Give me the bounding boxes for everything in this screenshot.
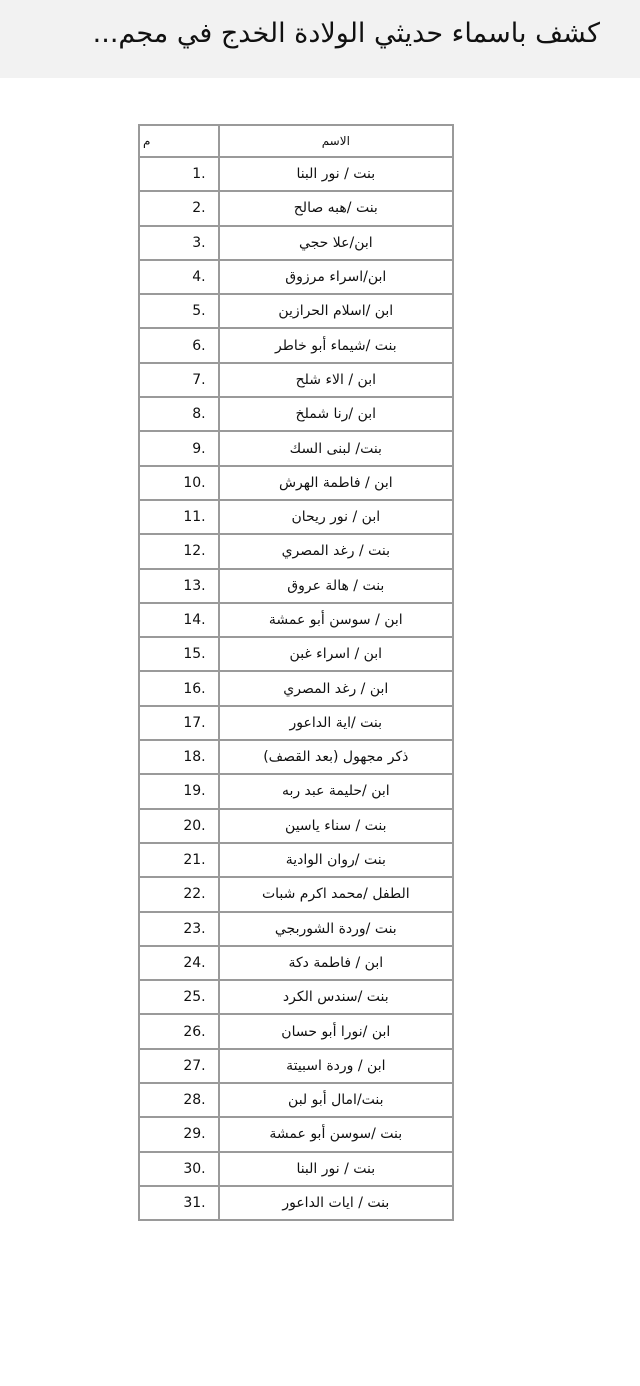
row-number: 29. <box>139 1117 219 1151</box>
row-number: 1. <box>139 157 219 191</box>
row-number: 26. <box>139 1014 219 1048</box>
row-name: ابن / الاء شلح <box>219 363 453 397</box>
table-row <box>139 397 453 431</box>
table-row <box>139 1152 453 1186</box>
row-name: بنت/ لبنى السك <box>219 431 453 465</box>
row-name: ذكر مجهول (بعد القصف) <box>219 740 453 774</box>
row-name: ابن / وردة اسبيتة <box>219 1049 453 1083</box>
row-number: 7. <box>139 363 219 397</box>
row-name: بنت /اية الداعور <box>219 706 453 740</box>
row-number: 18. <box>139 740 219 774</box>
table-row <box>139 603 453 637</box>
row-number: 10. <box>139 466 219 500</box>
row-name: بنت /روان الوادية <box>219 843 453 877</box>
table-row <box>139 809 453 843</box>
row-name: ابن / رغد المصري <box>219 671 453 705</box>
row-number: 22. <box>139 877 219 911</box>
row-name: ابن / فاطمة الهرش <box>219 466 453 500</box>
row-name: ابن / سوسن أبو عمشة <box>219 603 453 637</box>
row-number: 31. <box>139 1186 219 1220</box>
row-number: 16. <box>139 671 219 705</box>
table-row <box>139 946 453 980</box>
row-number: 9. <box>139 431 219 465</box>
row-number: 8. <box>139 397 219 431</box>
header-number: م <box>139 125 219 157</box>
row-number: 17. <box>139 706 219 740</box>
table-row <box>139 1014 453 1048</box>
table-row <box>139 774 453 808</box>
row-name: ابن/اسراء مرزوق <box>219 260 453 294</box>
table-row <box>139 294 453 328</box>
row-name: ابن/علا حجي <box>219 226 453 260</box>
table-row <box>139 1186 453 1220</box>
table-row <box>139 500 453 534</box>
row-name: ابن / فاطمة دكة <box>219 946 453 980</box>
row-name: بنت / سناء ياسين <box>219 809 453 843</box>
table-row <box>139 912 453 946</box>
table-row <box>139 431 453 465</box>
names-table <box>138 124 454 1221</box>
row-name: بنت /وردة الشوربجي <box>219 912 453 946</box>
row-name: ابن /نورا أبو حسان <box>219 1014 453 1048</box>
row-name: ابن / اسراء غبن <box>219 637 453 671</box>
row-name: بنت /هبه صالح <box>219 191 453 225</box>
table-row <box>139 569 453 603</box>
row-name: بنت / نور البنا <box>219 1152 453 1186</box>
row-number: 11. <box>139 500 219 534</box>
row-name: بنت / ايات الداعور <box>219 1186 453 1220</box>
row-name: بنت /سندس الكرد <box>219 980 453 1014</box>
row-number: 3. <box>139 226 219 260</box>
row-number: 6. <box>139 328 219 362</box>
table-row <box>139 1049 453 1083</box>
row-number: 27. <box>139 1049 219 1083</box>
table-body <box>139 157 453 1220</box>
row-number: 14. <box>139 603 219 637</box>
table-row <box>139 1117 453 1151</box>
row-name: ابن /اسلام الحرازين <box>219 294 453 328</box>
row-number: 25. <box>139 980 219 1014</box>
page-title: كشف باسماء حديثي الولادة الخدج في مجم... <box>92 18 600 49</box>
table-row <box>139 706 453 740</box>
table-row <box>139 466 453 500</box>
row-name: بنت / نور البنا <box>219 157 453 191</box>
row-number: 13. <box>139 569 219 603</box>
row-number: 15. <box>139 637 219 671</box>
row-number: 21. <box>139 843 219 877</box>
table-row <box>139 637 453 671</box>
row-number: 28. <box>139 1083 219 1117</box>
table-row <box>139 843 453 877</box>
row-name: بنت/امال أبو لبن <box>219 1083 453 1117</box>
row-number: 20. <box>139 809 219 843</box>
row-number: 12. <box>139 534 219 568</box>
row-name: ابن /رنا شملخ <box>219 397 453 431</box>
table-row <box>139 157 453 191</box>
table-row <box>139 671 453 705</box>
table-row <box>139 363 453 397</box>
table-row <box>139 260 453 294</box>
header-name: الاسم <box>219 125 453 157</box>
row-number: 24. <box>139 946 219 980</box>
row-number: 23. <box>139 912 219 946</box>
row-name: الطفل /محمد اكرم شبات <box>219 877 453 911</box>
row-number: 2. <box>139 191 219 225</box>
header-bar <box>0 0 640 78</box>
table-row <box>139 980 453 1014</box>
row-name: بنت / رغد المصري <box>219 534 453 568</box>
table-row <box>139 740 453 774</box>
row-name: بنت / هالة عروق <box>219 569 453 603</box>
row-name: بنت /شيماء أبو خاطر <box>219 328 453 362</box>
table-row <box>139 226 453 260</box>
row-number: 5. <box>139 294 219 328</box>
table-header-row <box>139 125 453 157</box>
table-row <box>139 1083 453 1117</box>
row-number: 30. <box>139 1152 219 1186</box>
table-row <box>139 877 453 911</box>
row-name: ابن / نور ريحان <box>219 500 453 534</box>
row-name: بنت /سوسن أبو عمشة <box>219 1117 453 1151</box>
row-number: 4. <box>139 260 219 294</box>
table-row <box>139 191 453 225</box>
table-row <box>139 534 453 568</box>
row-number: 19. <box>139 774 219 808</box>
table-row <box>139 328 453 362</box>
row-name: ابن /حليمة عبد ربه <box>219 774 453 808</box>
